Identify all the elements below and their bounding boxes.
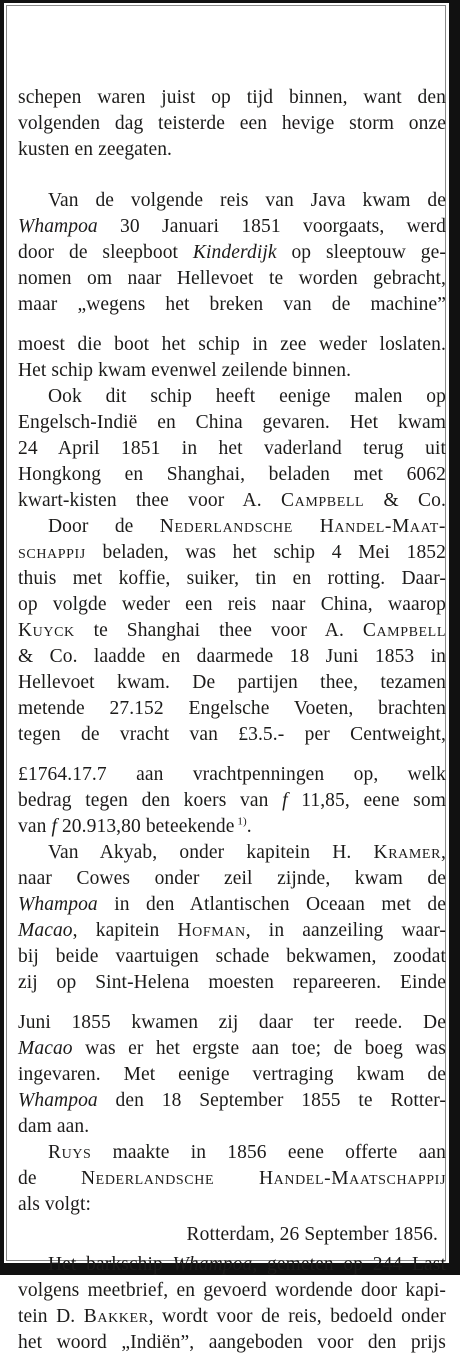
text-run: beladen, was het schip 4 Mei 1852 — [85, 542, 446, 563]
text-run: Hellevoet kwam. De partijen thee, tezamen — [18, 672, 446, 693]
small-caps-run: Campbell — [281, 490, 365, 511]
text-line — [18, 292, 446, 318]
text-run: zij op Sint-Helena moesten repareeren. Einde — [18, 972, 446, 993]
small-caps-run: Campbell — [362, 620, 446, 641]
text-run: , gemeten op 244 Last — [252, 1254, 446, 1275]
text-run: in den Atlantischen Oceaan met de — [97, 894, 446, 915]
text-run: , — [441, 842, 446, 863]
text-run: Van de volgende reis van Java kwam de — [48, 190, 446, 211]
small-caps-run: Nederlandsche Handel-Maat- — [159, 516, 446, 537]
text-run: tein D. — [18, 1306, 84, 1327]
text-line — [18, 1304, 446, 1330]
text-line — [18, 358, 446, 384]
text-line — [18, 592, 446, 618]
text-run: Juni 1855 kwamen zij daar ter reede. De — [18, 1012, 446, 1033]
text-run: maar „wegens het breken van de machine” — [18, 294, 446, 315]
text-run: van — [18, 816, 52, 837]
text-run: & Co. laadde en daarmede 18 Juni 1853 in — [18, 646, 446, 667]
small-caps-run: Bakker — [83, 1306, 149, 1327]
text-run: metende 27.152 Engelsche Voeten, brachten — [18, 698, 446, 719]
small-caps-run: Nederlandsche Handel-Maatschappij — [81, 1168, 446, 1189]
text-run: , kapitein — [72, 920, 178, 941]
small-caps-run: Ruys — [48, 1142, 92, 1163]
text-run: tegen de vracht van £3.5.- per Centweight, — [18, 724, 446, 745]
text-line — [18, 1252, 446, 1278]
text-run: Ook dit schip heeft eenige malen op — [48, 386, 446, 407]
text-run: op sleeptouw ge- — [276, 242, 447, 263]
text-line — [18, 814, 446, 840]
text-run: door de sleepboot — [18, 242, 193, 263]
text-line — [18, 696, 446, 722]
text-run: & Co. — [364, 490, 446, 511]
text-run: Hongkong en Shanghai, beladen met 6062 — [18, 464, 446, 485]
italic-run: Macao — [18, 920, 73, 941]
text-line — [18, 137, 446, 163]
text-run: was er het ergste aan toe; de boeg was — [72, 1038, 446, 1059]
text-run: £1764.17.7 aan vrachtpenningen op, welk — [18, 764, 446, 785]
text-line — [18, 670, 446, 696]
text-line — [18, 1166, 446, 1192]
italic-run: f — [51, 816, 57, 837]
text-line — [18, 918, 446, 944]
text-line — [18, 111, 446, 137]
text-run: het woord „Indiën”, aangeboden voor den prijs — [18, 1332, 446, 1353]
text-run: schepen waren juist op tijd binnen, want den — [18, 87, 446, 108]
small-caps-run: schappij — [18, 542, 86, 563]
text-line — [18, 892, 446, 918]
text-run: de — [18, 1168, 81, 1189]
text-run: kusten en zeegaten. — [18, 139, 173, 160]
text-line — [18, 644, 446, 670]
text-line — [18, 840, 446, 866]
italic-run: Whampoa — [18, 216, 98, 237]
text-run: te Shanghai thee voor A. — [74, 620, 363, 641]
text-run: . — [246, 816, 252, 837]
text-run: als volgt: — [18, 1194, 92, 1215]
text-line — [18, 788, 446, 814]
text-run: Rotterdam, 26 September 1856. — [186, 1224, 438, 1245]
text-line — [18, 462, 446, 488]
text-line — [18, 1192, 446, 1218]
text-run: moest die boot het schip in zee weder loslaten. — [18, 334, 446, 355]
text-run: nomen om naar Hellevoet te worden gebracht, — [18, 268, 446, 289]
text-run: thuis met koffie, suiker, tin en rotting. Daar- — [18, 568, 446, 589]
text-line — [18, 944, 446, 970]
text-run: kwart-kisten thee voor A. — [18, 490, 282, 511]
text-run: bedrag tegen den koers van — [18, 790, 283, 811]
text-run: Het barkschip — [48, 1254, 173, 1275]
text-run: den 18 September 1855 te Rotter- — [97, 1090, 446, 1111]
text-run: 30 Januari 1851 voorgaats, werd — [97, 216, 446, 237]
text-line — [18, 1010, 446, 1036]
text-line — [18, 266, 446, 292]
text-run: naar Cowes onder zeil zijnde, kwam de — [18, 868, 446, 889]
italic-run: f — [282, 790, 288, 811]
text-line — [18, 762, 446, 788]
text-run: 24 April 1851 in het vaderland terug uit — [18, 438, 446, 459]
text-line — [18, 436, 446, 462]
footnote-marker: 1) — [234, 815, 247, 828]
text-run: dam aan. — [18, 1116, 90, 1137]
text-run: bij beide vaartuigen schade bekwamen, zoodat — [18, 946, 446, 967]
text-line — [18, 85, 446, 111]
text-line — [18, 970, 446, 996]
italic-run: Whampoa — [172, 1254, 253, 1275]
text-line — [18, 488, 446, 514]
text-run: Het schip kwam evenwel zeilende binnen. — [18, 360, 352, 381]
text-line — [18, 866, 446, 892]
text-line — [18, 566, 446, 592]
small-caps-run: Kramer — [373, 842, 442, 863]
text-line — [18, 1088, 446, 1114]
text-line — [18, 384, 446, 410]
text-run: Engelsch-Indië en China gevaren. Het kwam — [18, 412, 446, 433]
small-caps-run: Kuyck — [18, 620, 75, 641]
italic-run: Whampoa — [18, 894, 98, 915]
text-line — [18, 214, 446, 240]
text-column — [18, 85, 446, 1356]
text-run: maakte in 1856 eene offerte aan — [91, 1142, 446, 1163]
text-line — [18, 1140, 446, 1166]
text-line — [18, 1114, 446, 1140]
text-line — [18, 722, 446, 748]
text-line — [18, 332, 446, 358]
text-run: volgens meetbrief, en gevoerd wordende door kapi- — [18, 1280, 446, 1301]
text-run: Door de — [48, 516, 160, 537]
text-run: Van Akyab, onder kapitein H. — [48, 842, 374, 863]
text-run: 20.913,80 beteekende — [56, 816, 235, 837]
text-run: ingevaren. Met eenige vertraging kwam de — [18, 1064, 446, 1085]
text-run: , in aanzeiling waar- — [245, 920, 446, 941]
italic-run: Macao — [18, 1038, 73, 1059]
text-line — [18, 1278, 446, 1304]
text-run: , wordt voor de reis, bedoeld onder — [148, 1306, 446, 1327]
text-line — [18, 540, 446, 566]
text-line — [18, 1036, 446, 1062]
text-line — [18, 618, 446, 644]
text-run: 11,85, eene som — [287, 790, 446, 811]
text-line — [18, 1330, 446, 1356]
text-line — [18, 1062, 446, 1088]
text-line — [18, 240, 446, 266]
italic-run: Kinderdijk — [192, 242, 277, 263]
dateline — [18, 1222, 446, 1248]
italic-run: Whampoa — [18, 1090, 98, 1111]
text-run: op volgde weder een reis naar China, waarop — [18, 594, 446, 615]
text-line — [18, 188, 446, 214]
text-line — [18, 514, 446, 540]
small-caps-run: Hofman — [177, 920, 246, 941]
text-run: volgenden dag teisterde een hevige storm onze — [18, 113, 446, 134]
text-line — [18, 410, 446, 436]
